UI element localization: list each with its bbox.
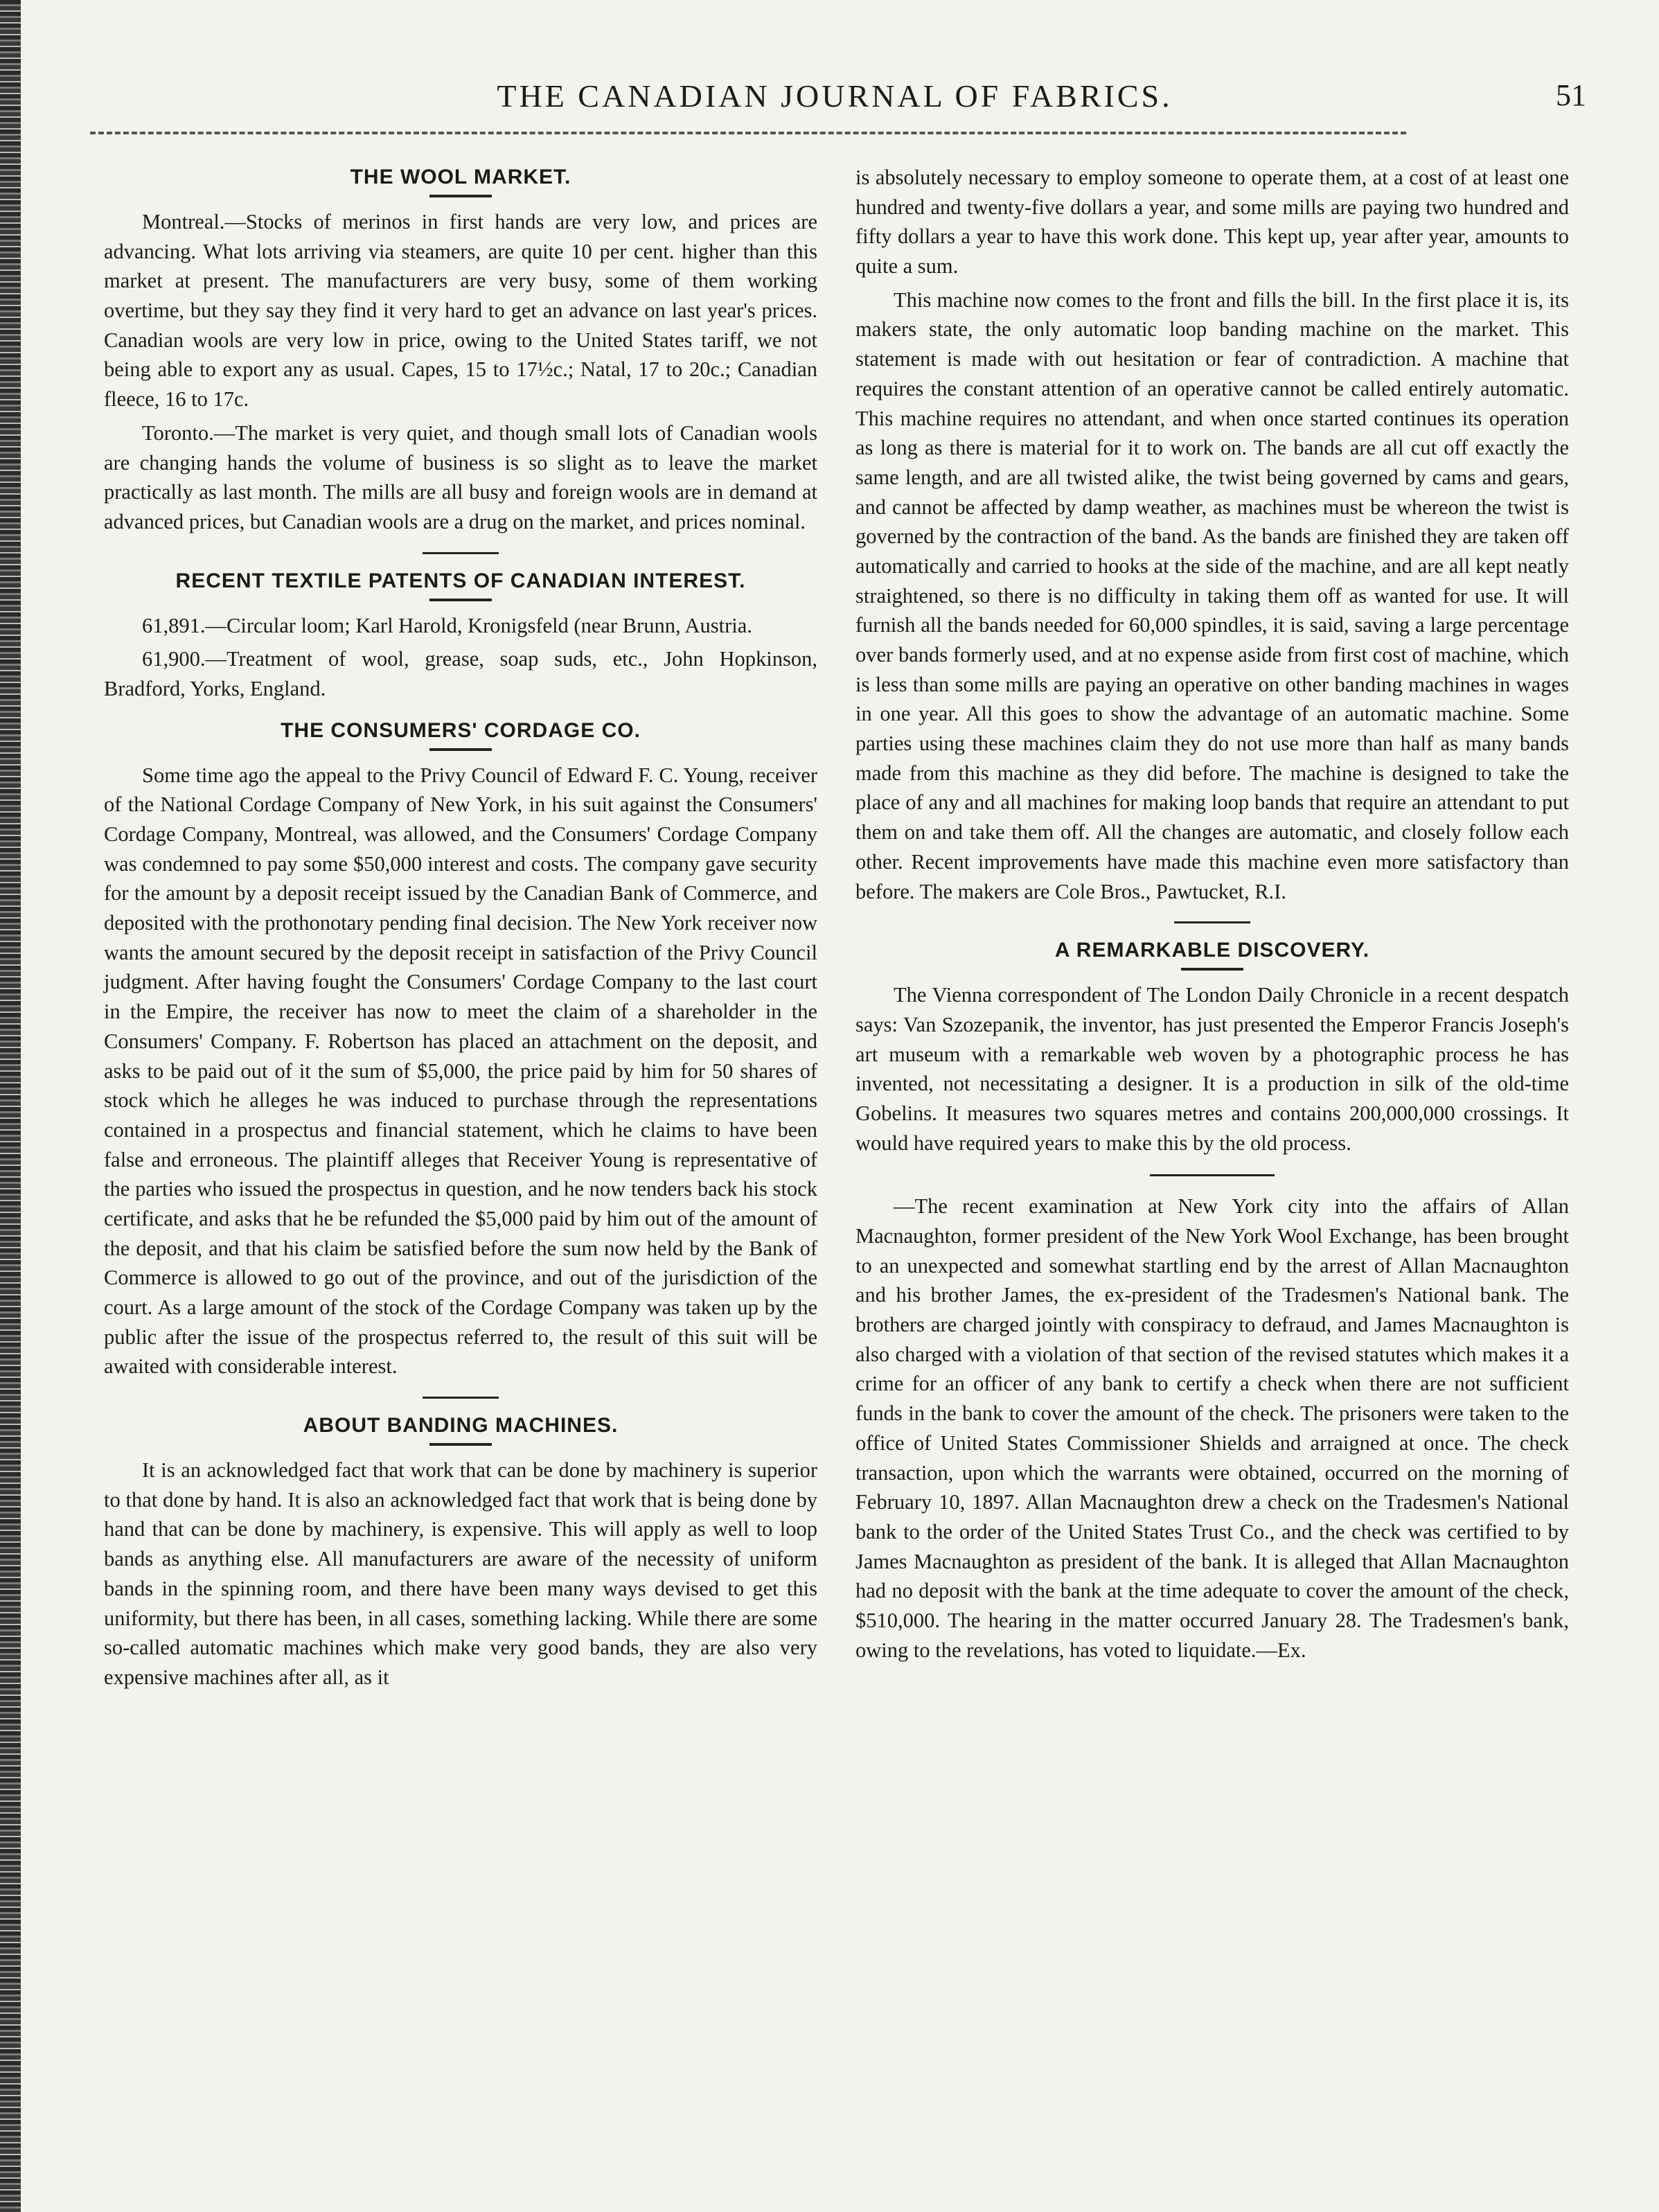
discovery-heading: A REMARKABLE DISCOVERY. xyxy=(1054,939,1370,962)
section-divider xyxy=(1174,921,1250,923)
banding-section xyxy=(104,1411,817,1692)
right-column xyxy=(855,163,1569,1677)
binding-edge xyxy=(0,0,21,2212)
patents-heading: RECENT TEXTILE PATENTS OF CANADIAN INTEREST. xyxy=(175,569,746,592)
cordage-heading: THE CONSUMERS' CORDAGE CO. xyxy=(281,718,641,742)
discovery-section xyxy=(855,936,1569,1158)
discovery-body: The Vienna correspondent of The London Daily Chronicle in a recent despatch says: Van Szozepanik, the inventor, has just presented the Emperor Francis Joseph's art museum with a remarkable web woven by a photographic process he has invented, not necessitating a designer. It is a production in silk of the old-time Gobelins. It measures two squares metres and contains 200,000,000 crossings. It would have required years to make this by the old process. xyxy=(855,983,1569,1155)
cordage-body: Some time ago the appeal to the Privy Council of Edward F. C. Young, receiver of the National Cordage Company of New York, in his suit against the Consumers' Cordage Company, Montreal, was allowed, and the Consumers' Cordage Company was condemned to pay some $50,000 interest and costs. The company gave security for the amount by a deposit receipt issued by the Canadian Bank of Commerce, and deposited with the prothonotary pending final decision. The New York receiver now wants the amount secured by the deposit receipt in satisfaction of the Privy Council judgment. After having fought the Consumers' Cordage Company to the last court in the Empire, the receiver has now to meet the claim of a shareholder in the Consumers' Company. F. Robertson has placed an attachment on the deposit, and asks to be paid out of it the sum of $5,000, the price paid by him for 50 shares of stock which he alleges he was induced to purchase through the representations contained in a prospectus and financial statement, which he claims to have been false and erroneous. The plaintiff alleges that Receiver Young is representative of the parties who issued the prospectus in question, and he now tenders back his stock certificate, and asks that he be refunded the $5,000 paid by him out of the amount of the deposit, and that his claim be satisfied before the sum now held by the Bank of Commerce is allowed to go out of the province, and out of the jurisdiction of the court. As a large amount of the stock of the Cordage Company was taken up by the public after the issue of the prospectus referred to, the result of this suit will be awaited with considerable interest. xyxy=(104,763,817,1379)
section-divider xyxy=(1150,1174,1275,1176)
left-column xyxy=(104,163,817,1705)
heading-rule xyxy=(429,195,492,197)
banding-continued-body: This machine now comes to the front and fills the bill. In the first place it is, its makers state, the only automatic loop banding machine on the market. This statement is made with out hesitation or fear of contradiction. A machine that requires the constant attention of an operative cannot be called entirely automatic. This machine requires no attendant, and when once started continues its operation as long as there is material for it to work on. The bands are all cut off exactly the same length, and are all twisted alike, the twist being governed by cams and gears, and cannot be affected by damp weather, as machines must be whereon the twist is governed by the contraction of the band. As the bands are finished they are taken off automatically and carried to hooks at the side of the machine, and are all kept neatly straightened, so there is no difficulty in taking them off as wanted for use. It will furnish all the bands needed for 60,000 spindles, it is said, saving a large percentage over bands formerly used, and at no expense aside from first cost of machine, which is less than some mills are paying an operative on other banding machines in wages in one year. All this goes to show the advantage of an automatic machine. Some parties using these machines claim they do not use more than half as many bands made from this machine as they did before. The machine is designed to take the place of any and all machines for making loop bands that require an attendant to put them on and take them off. All the changes are automatic, and closely follow each other. Recent improvements have made this machine even more satisfactory than before. The makers are Cole Bros., Pawtucket, R.I. xyxy=(855,287,1569,903)
heading-rule xyxy=(429,599,492,601)
heading-rule xyxy=(1181,968,1243,971)
wool-market-section xyxy=(104,163,817,537)
patents-section xyxy=(104,567,817,704)
banding-continued-body: is absolutely necessary to employ someone to operate them, at a cost of at least one hundred and twenty-five dollars a year, and some mills are paying two hundred and fifty dollars a year to have this work done. This kept up, year after year, amounts to quite a sum. xyxy=(855,166,1569,278)
section-divider xyxy=(423,552,499,554)
running-head xyxy=(83,78,1586,119)
banding-heading: ABOUT BANDING MACHINES. xyxy=(303,1414,619,1437)
exchange-body: —The recent examination at New York city into the affairs of Allan Macnaughton, former president of the New York Wool Exchange, has been brought to an unexpected and somewhat startling end by the arrest of Allan Macnaughton and his brother James, the ex-president of the Tradesmen's National bank. The brothers are charged jointly with conspiracy to defraud, and James Macnaughton is also charged with a violation of that section of the revised statutes which makes it a crime for an officer of any bank to certify a check when there are not sufficient funds in the bank to cover the amount of the check. The prisoners were taken to the office of United States Commissioner Shields and arraigned at once. The check transaction, upon which the warrants were obtained, occurred on the morning of February 10, 1897. Allan Macnaughton drew a check on the Tradesmen's National bank to the order of the United States Trust Co., and the check was certified to by James Macnaughton as president of the bank. It is alleged that Allan Macnaughton had no deposit with the bank at the time adequate to cover the amount of the check, $510,000. The hearing in the matter occurred January 28. The Tradesmen's bank, owing to the revelations, has voted to liquidate.—Ex. xyxy=(855,1194,1569,1662)
heading-rule xyxy=(429,1443,492,1446)
cordage-section xyxy=(104,716,817,1381)
running-title: THE CANADIAN JOURNAL OF FABRICS. xyxy=(497,78,1173,114)
patent-entry: 61,900.—Treatment of wool, grease, soap suds, etc., John Hopkinson, Bradford, Yorks, England. xyxy=(104,647,817,700)
wool-market-heading: THE WOOL MARKET. xyxy=(350,166,571,188)
banding-body: It is an acknowledged fact that work that can be done by machinery is superior to that done by hand. It is also an acknowledged fact that work that is being done by hand that can be done by machinery, is expensive. This will apply as well to loop bands as anything else. All manufacturers are aware of the necessity of uniform bands in the spinning room, and there have been many ways devised to get this uniformity, but there has been, in all cases, something lacking. While there are some so-called automatic machines which make very good bands, they are also very expensive machines after all, as it xyxy=(104,1458,817,1689)
wool-market-toronto: Toronto.—The market is very quiet, and though small lots of Canadian wools are changing hands the volume of business is so slight as to leave the market practically as last month. The mills are all busy and foreign wools are in demand at advanced prices, but Canadian wools are a drug on the market, and prices nominal. xyxy=(104,421,817,533)
heading-rule xyxy=(429,748,492,751)
wool-market-montreal: Montreal.—Stocks of merinos in first hands are very low, and prices are advancing. What lots arriving via steamers, are quite 10 per cent. higher than this market at present. The manufacturers are very busy, some of them working overtime, but they say they find it very hard to get an advance on last year's prices. Canadian wools are very low in price, owing to the United States tariff, we not being able to export any as usual. Capes, 15 to 17½c.; Natal, 17 to 20c.; Canadian fleece, 16 to 17c. xyxy=(104,210,817,412)
header-rule xyxy=(90,132,1406,134)
section-divider xyxy=(423,1397,499,1399)
patent-entry: 61,891.—Circular loom; Karl Harold, Kronigsfeld (near Brunn, Austria. xyxy=(142,613,752,637)
exchange-section xyxy=(855,1192,1569,1665)
page-number: 51 xyxy=(1556,78,1586,112)
banding-continued-section xyxy=(855,163,1569,906)
